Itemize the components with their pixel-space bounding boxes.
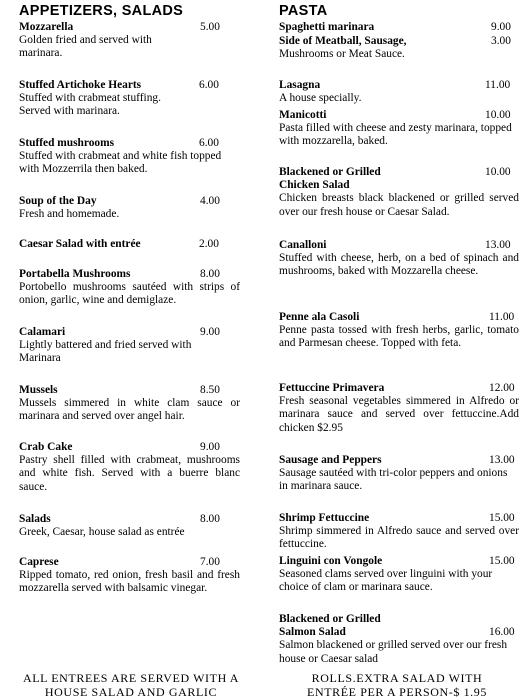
item-price: 10.00 xyxy=(485,166,511,178)
item-name: Calamari xyxy=(19,326,66,338)
item-description: Seasoned clams served over linguini with your choice of clam or marinara sauce. xyxy=(279,568,493,594)
menu-item xyxy=(19,268,240,308)
item-price: 6.00 xyxy=(199,79,219,91)
item-price: 15.00 xyxy=(489,512,515,524)
item-name: Fettuccine Primavera xyxy=(279,382,385,394)
menu-item xyxy=(19,384,240,424)
item-price: 10.00 xyxy=(485,109,511,121)
item-description: Mussels simmered in white clam sauce or marinara and served over angel hair. xyxy=(19,397,240,423)
menu-item xyxy=(19,441,240,494)
item-price: 5.00 xyxy=(200,21,220,33)
item-price: 16.00 xyxy=(489,626,515,639)
item-name: Caesar Salad with entrée xyxy=(19,238,141,250)
item-description: Shrimp simmered in Alfredo sauce and served over fettuccine. xyxy=(279,525,519,551)
item-description: Stuffed with cheese, herb, on a bed of spinach and mushrooms, baked with Mozzarella cheese. xyxy=(279,252,519,278)
menu-item xyxy=(279,79,519,105)
item-price: 13.00 xyxy=(485,239,511,251)
item-name: Linguini con Vongole xyxy=(279,555,383,567)
footer-line: ALL ENTREES ARE SERVED WITH A xyxy=(22,671,240,685)
menu-item xyxy=(19,21,240,61)
item-price: 3.00 xyxy=(491,35,511,47)
item-price: 4.00 xyxy=(200,195,220,207)
item-price: 9.00 xyxy=(200,326,220,338)
menu-item xyxy=(19,137,240,177)
item-name: Stuffed mushrooms xyxy=(19,137,115,149)
item-name: Portabella Mushrooms xyxy=(19,268,131,280)
menu-item xyxy=(279,35,519,61)
item-price: 12.00 xyxy=(489,382,515,394)
menu-item xyxy=(279,613,519,666)
item-description: Stuffed with crabmeat stuffing. Served with marinara. xyxy=(19,92,161,118)
item-description: Mushrooms or Meat Sauce. xyxy=(279,48,405,61)
item-price: 11.00 xyxy=(485,79,511,91)
item-name: Spaghetti marinara xyxy=(279,21,375,33)
pasta-heading: PASTA xyxy=(279,3,328,19)
item-description: Fresh and homemade. xyxy=(19,208,120,221)
menu-item xyxy=(279,239,519,279)
item-name: Soup of the Day xyxy=(19,195,97,207)
menu-item xyxy=(279,166,519,219)
menu-item xyxy=(279,454,519,494)
item-name: Sausage and Peppers xyxy=(279,454,382,466)
item-description: Penne pasta tossed with fresh herbs, garlic, tomato and Parmesan cheese. Topped with feta. xyxy=(279,324,519,350)
footer-note-left xyxy=(0,671,262,699)
item-description: Fresh seasonal vegetables simmered in Alfredo or marinara sauce and served over fettuccine.Add chicken $2.95 xyxy=(279,395,519,434)
item-description: Pastry shell filled with crabmeat, mushrooms and white fish. Served with a buerre blanc sauce. xyxy=(19,454,240,493)
footer-line: HOUSE SALAD AND GARLIC xyxy=(44,685,218,699)
item-name: Blackened or Grilled xyxy=(279,166,381,178)
item-price: 9.00 xyxy=(491,21,511,33)
menu-item xyxy=(19,195,240,221)
item-price: 13.00 xyxy=(489,454,515,466)
item-description: Lightly battered and fried served with Marinara xyxy=(19,339,192,365)
item-description: A house specially. xyxy=(279,92,362,105)
menu-item xyxy=(279,21,519,34)
menu-item xyxy=(19,238,240,251)
item-description: Chicken breasts black blackened or grilled served over our fresh house or Caesar Salad. xyxy=(279,192,519,218)
appetizers-heading: APPETIZERS, SALADS xyxy=(19,3,184,19)
menu-item xyxy=(19,513,240,539)
item-name: Manicotti xyxy=(279,109,327,121)
item-name: Shrimp Fettuccine xyxy=(279,512,370,524)
item-name: Crab Cake xyxy=(19,441,73,453)
item-price: 8.50 xyxy=(200,384,220,396)
menu-item xyxy=(19,79,240,119)
item-price: 9.00 xyxy=(200,441,220,453)
item-name: Mussels xyxy=(19,384,58,396)
item-description: Ripped tomato, red onion, fresh basil and fresh mozzarella served with balsamic vinegar. xyxy=(19,569,240,595)
item-description: Stuffed with crabmeat and white fish topped with Mozzerrila then baked. xyxy=(19,150,222,176)
item-name: Salads xyxy=(19,513,51,525)
menu-item xyxy=(279,382,519,435)
item-price: 15.00 xyxy=(489,555,515,567)
menu-item xyxy=(279,555,519,595)
menu-item xyxy=(19,556,240,596)
item-name: Mozzarella xyxy=(19,21,74,33)
item-price: 7.00 xyxy=(200,556,220,568)
item-description: Salmon blackened or grilled served over our fresh house or Caesar salad xyxy=(279,639,508,665)
item-name: Lasagna xyxy=(279,79,321,91)
item-price: 8.00 xyxy=(200,513,220,525)
item-name-line2: Chicken Salad xyxy=(279,179,350,192)
menu-item xyxy=(279,311,519,351)
item-name: Penne ala Casoli xyxy=(279,311,360,323)
item-name-line2: Salmon Salad xyxy=(279,626,346,639)
item-description: Golden fried and served with marinara. xyxy=(19,34,152,60)
menu-item xyxy=(279,109,519,149)
item-description: Portobello mushrooms sautéed with strips of onion, garlic, wine and demiglaze. xyxy=(19,281,240,307)
menu-item xyxy=(19,326,240,366)
footer-line: ROLLS.EXTRA SALAD WITH xyxy=(311,671,483,685)
item-description: Pasta filled with cheese and zesty marinara, topped with mozzarella, baked. xyxy=(279,122,512,148)
item-description: Sausage sautéed with tri-color peppers and onions in marinara sauce. xyxy=(279,467,508,493)
item-price: 6.00 xyxy=(199,137,219,149)
item-price: 8.00 xyxy=(200,268,220,280)
item-price: 2.00 xyxy=(199,238,219,250)
menu-item xyxy=(279,512,519,552)
item-name: Blackened or Grilled xyxy=(279,613,381,625)
item-price: 11.00 xyxy=(489,311,515,323)
footer-note-right xyxy=(276,671,518,699)
footer-line: ENTRÉE PER A PERSON-$ 1.95 xyxy=(307,685,487,699)
item-description: Greek, Caesar, house salad as entrée xyxy=(19,526,185,539)
item-name: Stuffed Artichoke Hearts xyxy=(19,79,142,91)
item-name: Caprese xyxy=(19,556,59,568)
item-name: Side of Meatball, Sausage, xyxy=(279,35,407,47)
item-name: Canalloni xyxy=(279,239,327,251)
